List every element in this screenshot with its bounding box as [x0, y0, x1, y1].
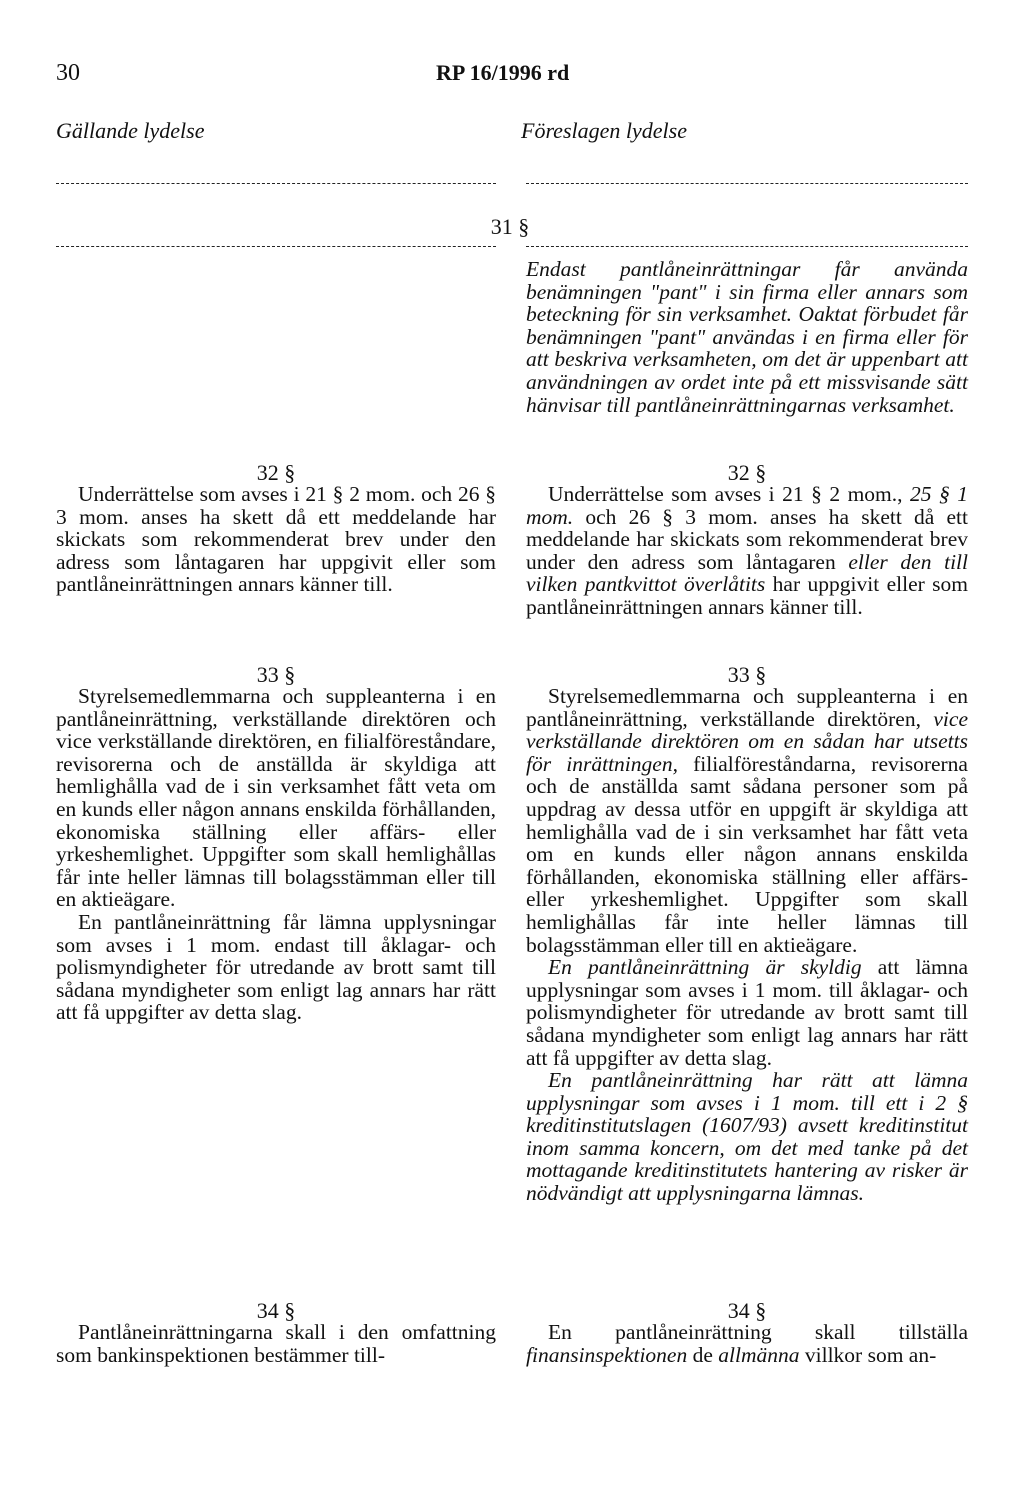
text-run: att lämna upplysningar som avses i 1 mom. till åklagar- och polismyndigheter för utredande av brott samt till sådana myndigheter som enligt lag annars har rätt att få uppgifter av detta slag. — [526, 955, 968, 1070]
section-33-heading-current: 33 § — [256, 662, 296, 687]
document-reference: RP 16/1996 rd — [436, 60, 570, 85]
paragraph: En pantlåneinrättning har rätt att lämna upplysningar som avses i 1 mom. till ett i 2 § kreditinstitutslagen (1607/93) avsett kreditinstitut inom samma koncern, om det med tanke på det mottagande kreditinstitutets hantering av risker är nödvändigt att upplysningarna lämnas. — [526, 1068, 968, 1206]
section-31-heading: 31 § — [490, 214, 530, 239]
paragraph — [526, 685, 968, 956]
left-column-heading: Gällande lydelse — [56, 118, 205, 143]
paragraph — [526, 1321, 968, 1366]
paragraph: Underrättelse som avses i 21 § 2 mom. och 26 § 3 mom. anses ha skett då ett meddelande har skickats som rekommenderat brev under den adress som låntagaren har uppgivit eller som pantlåneinrättningen annars känner till. — [56, 482, 496, 597]
text-run: villkor som an- — [799, 1342, 937, 1367]
amended-text: 25 § 1 mom. — [526, 482, 969, 529]
page-number: 30 — [56, 60, 80, 86]
omission-line — [56, 246, 496, 247]
section-32-proposed-text — [526, 483, 968, 619]
amended-text: vice verkställande direktören om en sådan har utsetts för inrättningen, — [526, 706, 968, 776]
text-run: Underrättelse som avses i 21 § 2 mom., — [548, 482, 911, 506]
section-32-heading-current: 32 § — [256, 460, 296, 485]
text-run: de — [687, 1342, 719, 1367]
paragraph — [526, 483, 968, 619]
paragraph: Endast pantlåneinrättningar får använda benämningen "pant" i sin firma eller annars som beteckning för sin verksamhet. Oaktat förbudet får benämningen "pant" användas i en firma eller för att beskriva verksamheten, om det är uppenbart att användningen av ordet inte på ett missvisande sätt hänvisar till pantlåneinrättningarnas verksamhet. — [526, 257, 968, 417]
paragraph: Pantlåneinrättningarna skall i den omfattning som bankinspektionen bestämmer till- — [56, 1320, 496, 1367]
paragraph: En pantlåneinrättning får lämna upplysningar som avses i 1 mom. endast till åklagar- och polismyndigheter för utredande av brott samt till sådana myndigheter som enligt lag annars har rätt att få uppgifter av detta slag. — [56, 909, 496, 1025]
section-33-proposed-text — [526, 685, 968, 1205]
section-32-current-text — [56, 483, 496, 596]
text-run: har uppgivit eller som pantlåneinrättningen annars känner till. — [526, 572, 968, 619]
amended-text: finansinspektionen — [526, 1342, 688, 1367]
paragraph: Styrelsemedlemmarna och suppleanterna i en pantlåneinrättning, verkställande direktören och vice verkställande direktören, en filialföreståndare, revisorerna och de anställda är skyldiga att hemlighålla vad de i sin verksamhet fått veta om en kunds eller någon annans enskilda förhållanden, ekonomiska ställning eller affärs- eller yrkeshemlighet. Uppgifter som skall hemlighållas får inte heller lämnas till bolagsstämman eller till en aktieägare. — [56, 684, 497, 912]
text-run: En pantlåneinrättning skall tillställa — [548, 1320, 968, 1344]
amended-text: eller den till vilken pantkvittot överlåtits — [526, 549, 968, 597]
section-32-heading-proposed: 32 § — [727, 460, 767, 485]
text-run: filialföreståndarna, revisorerna och de anställda samt sådana personer som på uppdrag av dessa utför en uppgift är skyldiga att hemlighålla vad de i sin verksamhet har fått veta om en kunds eller någon annans enskilda förhållanden, ekonomiska ställning eller affärs- eller yrkeshemlighet. Uppgifter som skall hemlighållas får inte heller lämnas till bolagsstämman eller till en aktieägare. — [526, 751, 968, 957]
text-run: Styrelsemedlemmarna och suppleanterna i en pantlåneinrättning, verkställande direktören, — [526, 684, 968, 731]
section-34-current-text — [56, 1321, 496, 1366]
omission-line — [526, 183, 968, 184]
section-34-heading-proposed: 34 § — [727, 1298, 767, 1323]
text-run: och 26 § 3 mom. anses ha skett då ett meddelande har skickats som rekommenderat brev under den adress som låntagaren — [526, 504, 968, 574]
omission-line — [56, 183, 496, 184]
amended-text: allmänna — [718, 1342, 800, 1367]
right-column-heading: Föreslagen lydelse — [521, 118, 687, 143]
paragraph — [526, 956, 968, 1069]
section-33-heading-proposed: 33 § — [727, 662, 767, 687]
section-34-proposed-text — [526, 1321, 968, 1366]
section-34-heading-current: 34 § — [256, 1298, 296, 1323]
section-31-proposed-text — [526, 258, 968, 416]
amended-text: En pantlåneinrättning är skyldig — [548, 955, 862, 980]
omission-line — [526, 246, 968, 247]
section-33-current-text — [56, 685, 496, 1024]
